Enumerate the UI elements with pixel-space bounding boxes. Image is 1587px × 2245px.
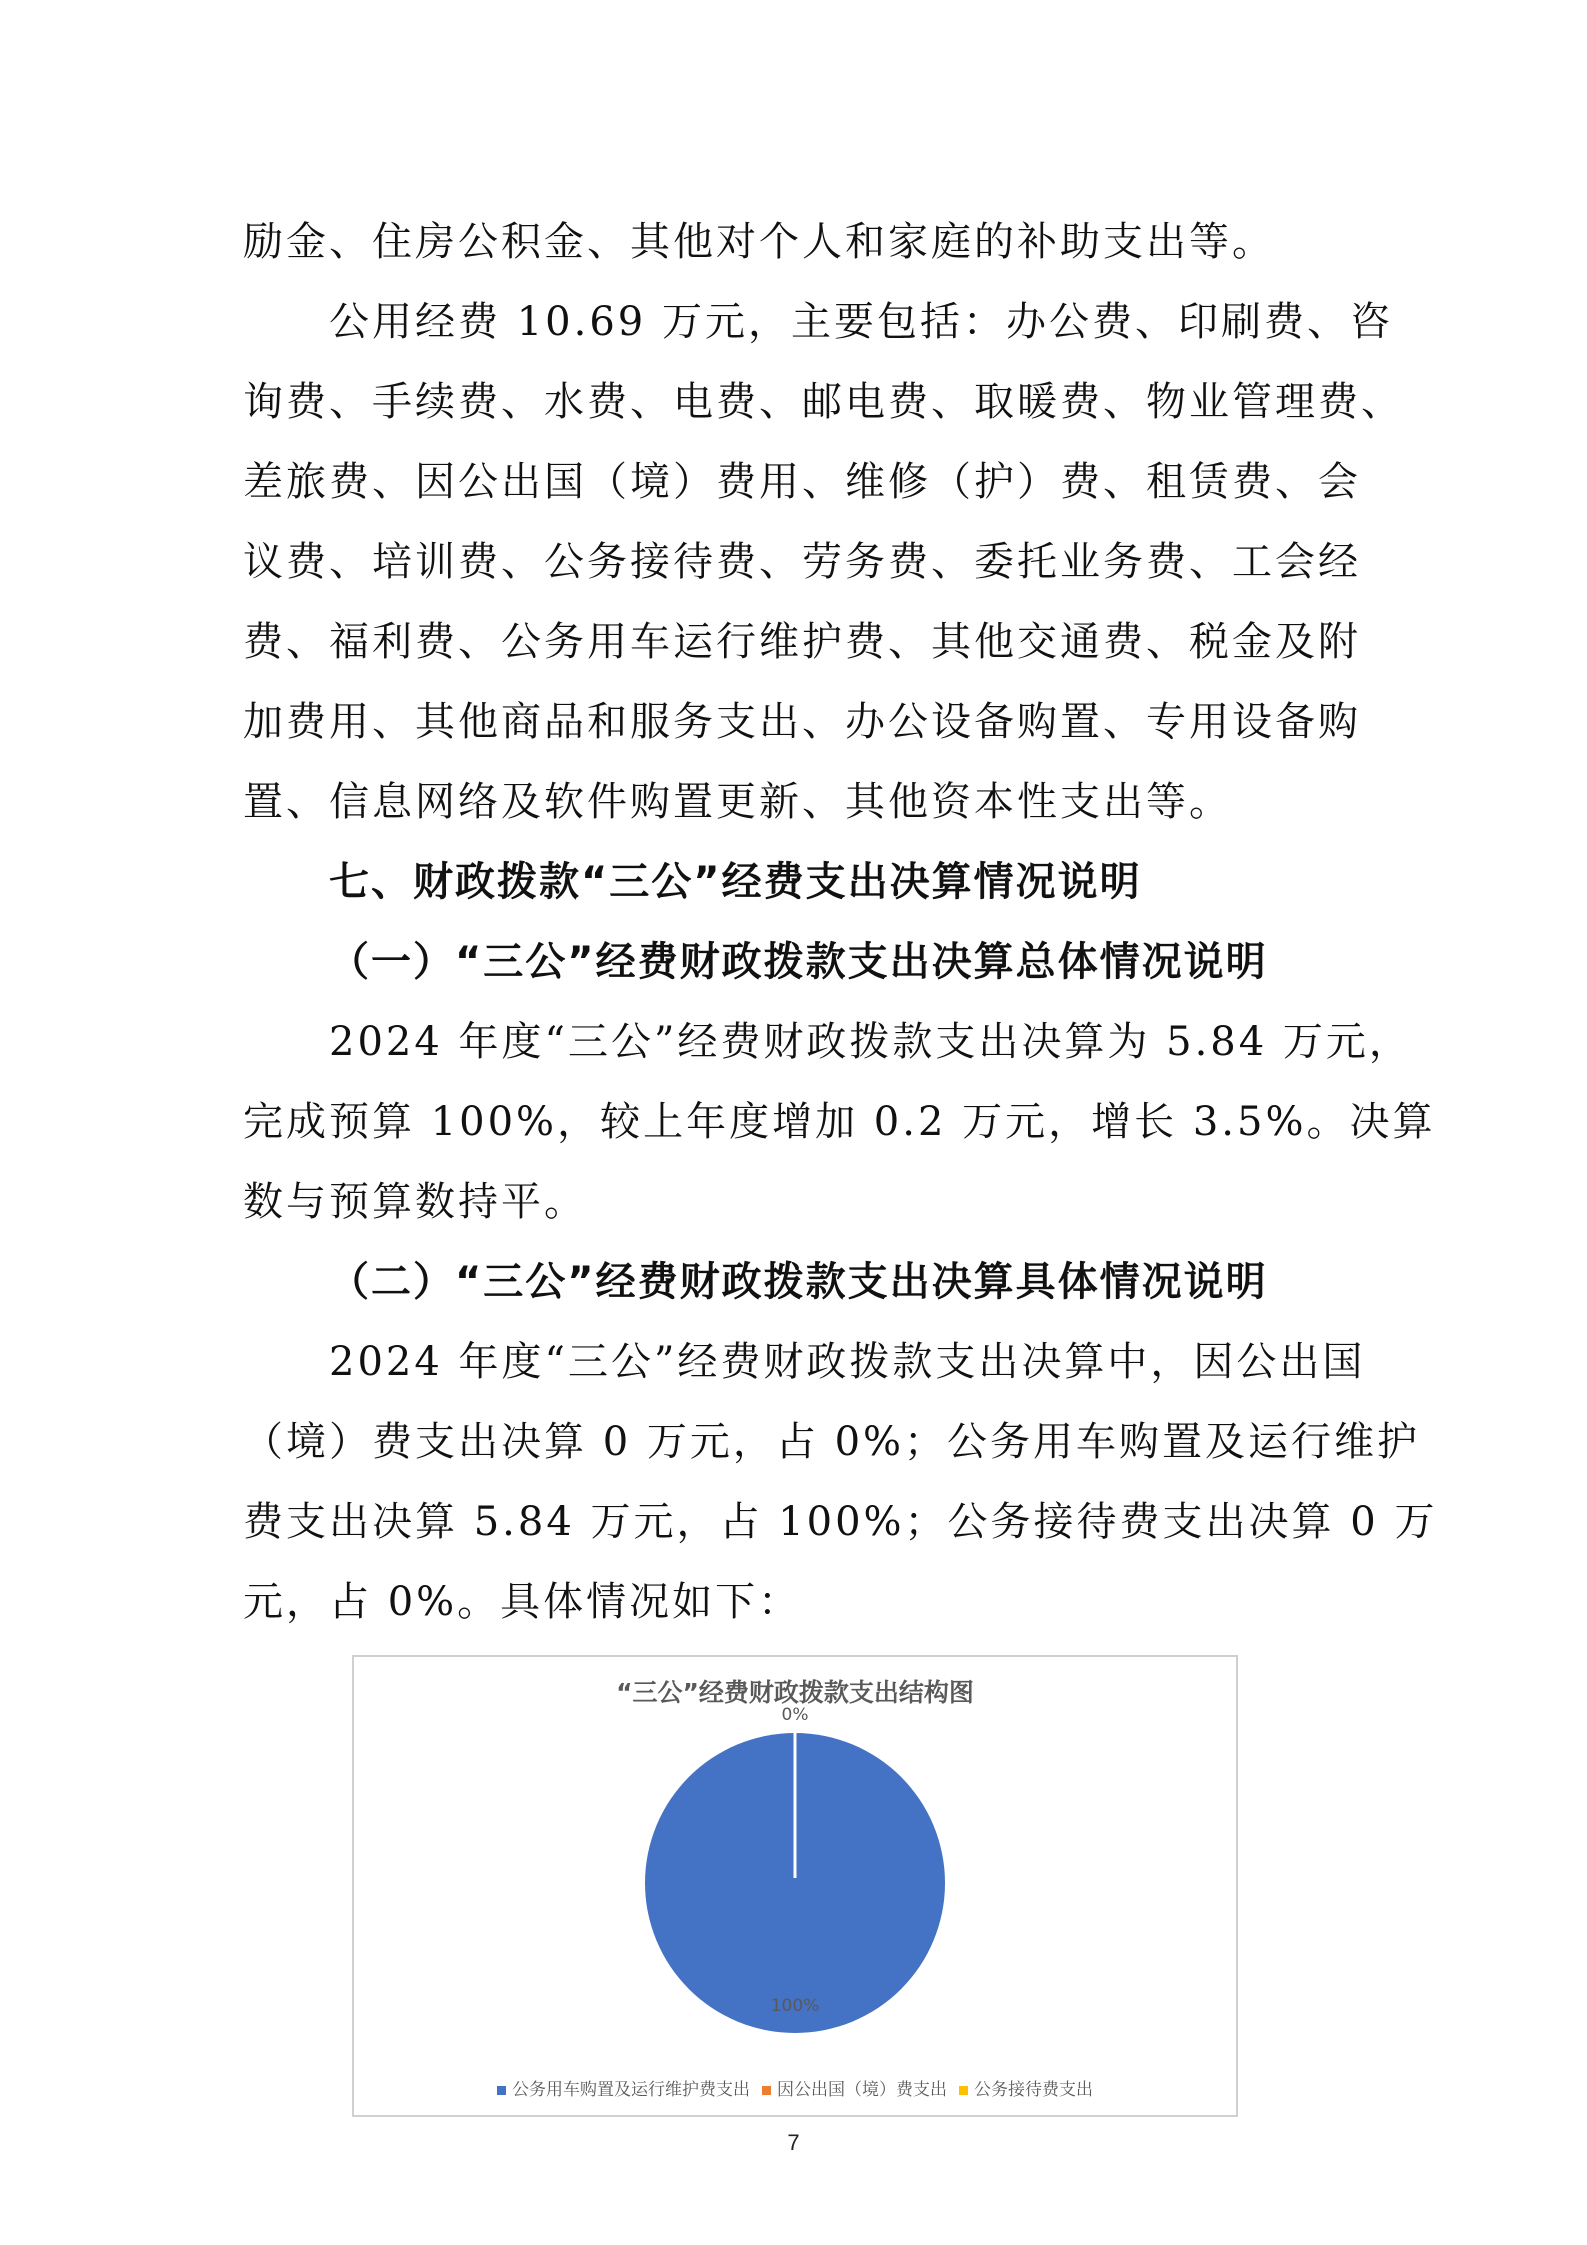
legend-swatch — [762, 2086, 771, 2095]
paragraph-line: 加费用、其他商品和服务支出、办公设备购置、专用设备购 — [243, 699, 1361, 745]
paragraph-line: 2024 年度“三公”经费财政拨款支出决算中，因公出国 — [329, 1339, 1366, 1385]
page-number: 7 — [787, 2130, 800, 2155]
pie-chart — [352, 1655, 1238, 2117]
subsection-heading: （一）“三公”经费财政拨款支出决算总体情况说明 — [329, 939, 1268, 985]
paragraph-line: 差旅费、因公出国（境）费用、维修（护）费、租赁费、会 — [243, 459, 1361, 505]
legend-entry — [497, 2075, 750, 2100]
paragraph-line: 置、信息网络及软件购置更新、其他资本性支出等。 — [243, 779, 1232, 825]
legend-label: 公务接待费支出 — [974, 2080, 1093, 2100]
data-label: 0% — [781, 1705, 809, 1725]
paragraph-line: 公用经费 10.69 万元，主要包括：办公费、印刷费、咨 — [329, 299, 1393, 345]
legend-entry — [959, 2075, 1093, 2100]
paragraph-line: 2024 年度“三公”经费财政拨款支出决算为 5.84 万元， — [329, 1019, 1412, 1065]
paragraph-line: 询费、手续费、水费、电费、邮电费、取暖费、物业管理费、 — [243, 379, 1404, 425]
paragraph-line: 费支出决算 5.84 万元，占 100%；公务接待费支出决算 0 万 — [243, 1499, 1438, 1545]
legend-label: 公务用车购置及运行维护费支出 — [512, 2080, 750, 2100]
chart-legend — [354, 2075, 1236, 2100]
legend-swatch — [959, 2086, 968, 2095]
legend-label: 因公出国（境）费支出 — [777, 2080, 947, 2100]
paragraph-line: 励金、住房公积金、其他对个人和家庭的补助支出等。 — [243, 219, 1275, 265]
paragraph-line: 费、福利费、公务用车运行维护费、其他交通费、税金及附 — [243, 619, 1361, 665]
legend-swatch — [497, 2086, 506, 2095]
paragraph-line: （境）费支出决算 0 万元，占 0%；公务用车购置及运行维护 — [243, 1419, 1421, 1465]
legend-entry — [762, 2075, 947, 2100]
section-heading: 七、财政拨款“三公”经费支出决算情况说明 — [329, 859, 1142, 905]
paragraph-line: 元，占 0%。具体情况如下： — [243, 1579, 802, 1625]
chart-title: “三公”经费财政拨款支出结构图 — [616, 1678, 974, 1707]
subsection-heading: （二）“三公”经费财政拨款支出决算具体情况说明 — [329, 1259, 1268, 1305]
paragraph-line: 完成预算 100%，较上年度增加 0.2 万元，增长 3.5%。决算 — [243, 1099, 1436, 1145]
pie-chart-plot — [354, 1657, 1236, 2115]
data-label: 100% — [770, 1996, 820, 2016]
paragraph-line: 议费、培训费、公务接待费、劳务费、委托业务费、工会经 — [243, 539, 1361, 585]
paragraph-line: 数与预算数持平。 — [243, 1179, 587, 1225]
